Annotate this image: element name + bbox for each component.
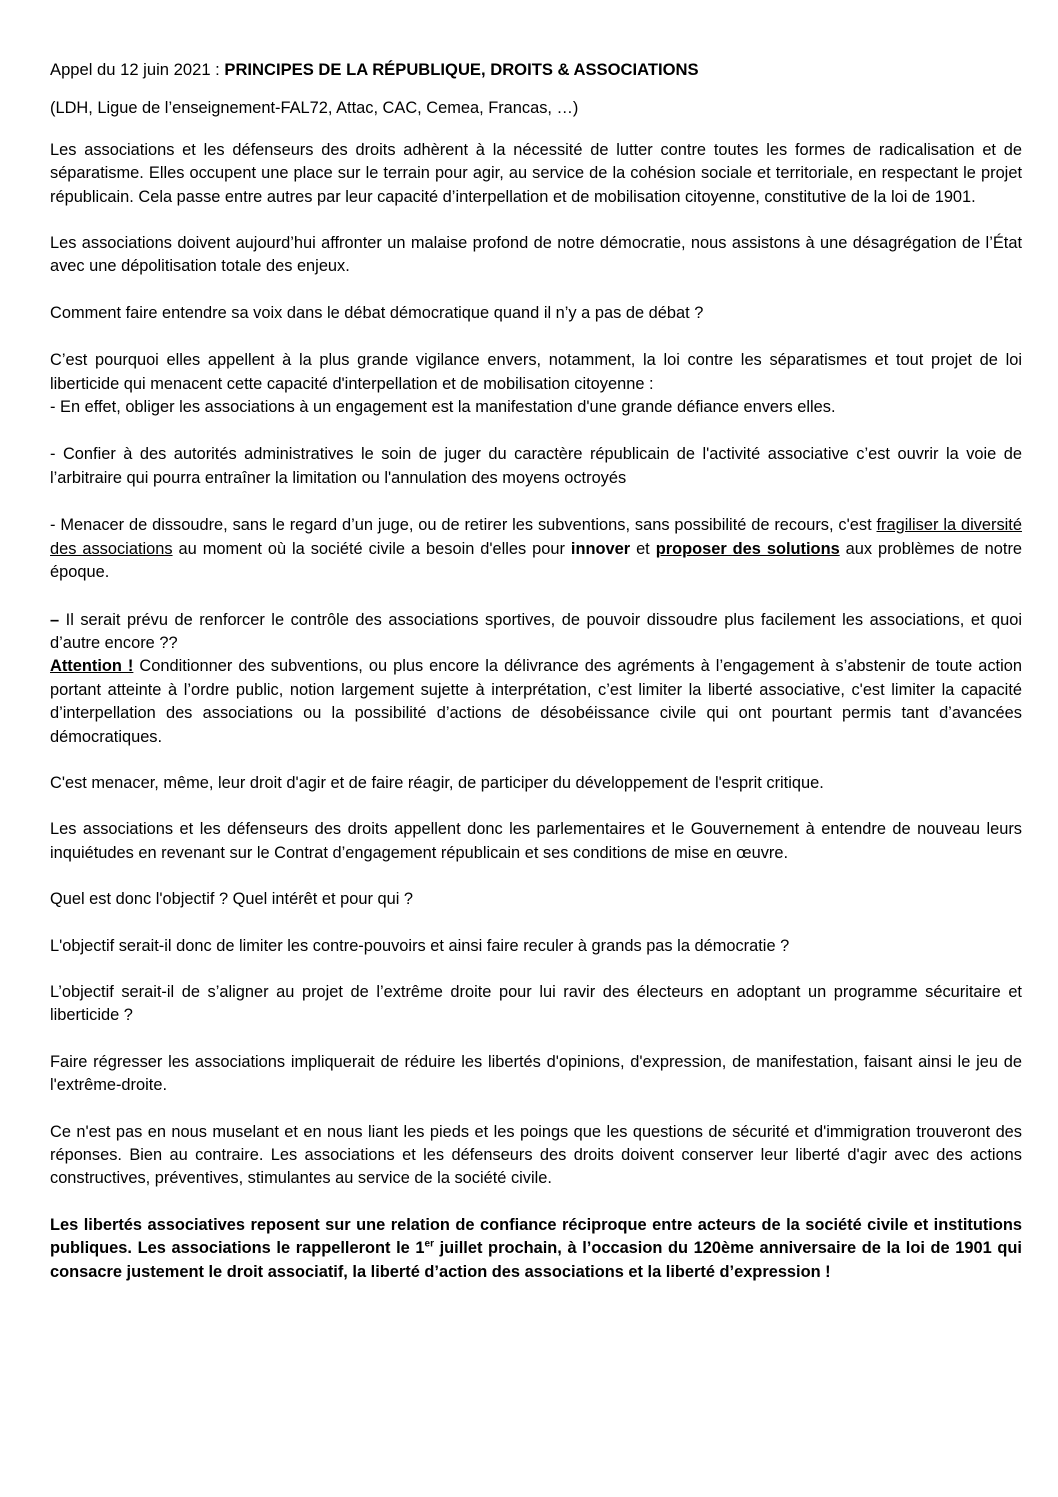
p7-dash: – bbox=[50, 610, 60, 629]
paragraph-7 bbox=[50, 609, 1022, 656]
p6-text-d: aux problèmes de notre époque. bbox=[50, 539, 1023, 582]
paragraph-6 bbox=[50, 514, 1022, 584]
p6-text-b: au moment où la société civile a besoin d'elles pour bbox=[172, 539, 571, 558]
document-page bbox=[50, 58, 1022, 1284]
paragraph-13: L’objectif serait-il de s’aligner au projet de l’extrême droite pour lui ravir des électeurs en adoptant un programme sécuritaire et liberticide ? bbox=[50, 982, 1022, 1025]
paragraph-2: Les associations doivent aujourd’hui affronter un malaise profond de notre démocratie, nous assistons à une désagrégation de l’État avec une dépolitisation totale des enjeux. bbox=[50, 234, 1022, 276]
closing-text-a: Les libertés associatives reposent sur une relation de confiance réciproque entre acteurs de la société civile et institutions publiques. Les associations le rappelleront le 1 bbox=[50, 1215, 1022, 1258]
closing-paragraph bbox=[50, 1214, 1022, 1284]
p6-bold-underlined: proposer des solutions bbox=[655, 539, 840, 558]
p6-underlined: fragiliser la diversité des associations bbox=[50, 516, 1022, 558]
signatories: (LDH, Ligue de l’enseignement-FAL72, Attac, CAC, Cemea, Francas, …) bbox=[50, 99, 579, 118]
document-title bbox=[50, 58, 1022, 81]
paragraph-12: L'objectif serait-il donc de limiter les contre-pouvoirs et ainsi faire reculer à grands pas la démocratie ? bbox=[50, 936, 790, 955]
paragraph-8 bbox=[50, 655, 1022, 749]
paragraph-14: Faire régresser les associations impliquerait de réduire les libertés d'opinions, d'expression, de manifestation, faisant ainsi le jeu de l'extrême-droite. bbox=[50, 1052, 1022, 1095]
paragraph-9: C'est menacer, même, leur droit d'agir et de faire réagir, de participer du développement de l'esprit critique. bbox=[50, 773, 824, 792]
p6-text-a: - Menacer de dissoudre, sans le regard d’un juge, ou de retirer les subventions, sans possibilité de recours, c'est bbox=[50, 516, 877, 535]
paragraph-1: Les associations et les défenseurs des droits adhèrent à la nécessité de lutter contre toutes les formes de radicalisation et de séparatisme. Elles occupent une place sur le terrain pour agir, au service de la cohésion sociale et territoriale, en respectant le projet républicain. Cela passe entre autres par leur capacité d’interpellation et de mobilisation citoyenne, constitutive de la loi de 1901. bbox=[50, 140, 1022, 206]
p6-text-c: et bbox=[630, 539, 656, 558]
p8-text: Conditionner des subventions, ou plus encore la délivrance des agréments à l’engagement à s’abstenir de toute action portant atteinte à l’ordre public, notion largement sujette à interprétation, c’est limiter la liberté associative, c'est limiter la capacité d’interpellation des associations ou la possibilité d’actions de désobéissance civile qui ont pourtant permis tant d’avancées démocratiques. bbox=[50, 657, 1022, 746]
paragraph-5: - Confier à des autorités administratives le soin de juger du caractère républicain de l'activité associative c’est ouvrir la voie de l’arbitraire qui pourra entraîner la limitation ou l'annulation des moyens octroyés bbox=[50, 445, 1022, 487]
paragraph-3: Comment faire entendre sa voix dans le débat démocratique quand il n’y a pas de débat ? bbox=[50, 303, 704, 322]
closing-text-b: juillet prochain, à l’occasion du 120ème anniversaire de la loi de 1901 qui consacre justement le droit associatif, la liberté d’action des associations et la liberté d’expression ! bbox=[50, 1239, 1022, 1281]
attention-label: Attention ! bbox=[50, 657, 134, 676]
title-prefix: Appel du 12 juin 2021 : bbox=[50, 60, 225, 79]
closing-superscript: er bbox=[424, 1238, 434, 1250]
paragraph-4: C’est pourquoi elles appellent à la plus grande vigilance envers, notamment, la loi contre les séparatismes et tout projet de loi liberticide qui menacent cette capacité d'interpellation et de mobilisation citoyenne : bbox=[50, 351, 1022, 393]
paragraph-11: Quel est donc l'objectif ? Quel intérêt et pour qui ? bbox=[50, 890, 414, 909]
paragraph-15: Ce n'est pas en nous muselant et en nous liant les pieds et les poings que les questions de sécurité et d'immigration trouveront des réponses. Bien au contraire. Les associations et les défenseurs des droits doivent conserver leur liberté d'agir avec des actions constructives, préventives, stimulantes au service de la société civile. bbox=[50, 1122, 1022, 1188]
paragraph-4-bullet: - En effet, obliger les associations à un engagement est la manifestation d'une grande défiance envers elles. bbox=[50, 398, 836, 417]
p7-text: Il serait prévu de renforcer le contrôle des associations sportives, de pouvoir dissoudre plus facilement les associations, et quoi d’autre encore ?? bbox=[50, 610, 1022, 652]
title-heading: PRINCIPES DE LA RÉPUBLIQUE, DROITS & ASSOCIATIONS bbox=[224, 60, 699, 79]
p6-bold: innover bbox=[570, 539, 631, 558]
paragraph-10: Les associations et les défenseurs des droits appellent donc les parlementaires et le Gouvernement à entendre de nouveau leurs inquiétudes en revenant sur le Contrat d’engagement républicain et ses conditions de mise en œuvre. bbox=[50, 820, 1022, 862]
